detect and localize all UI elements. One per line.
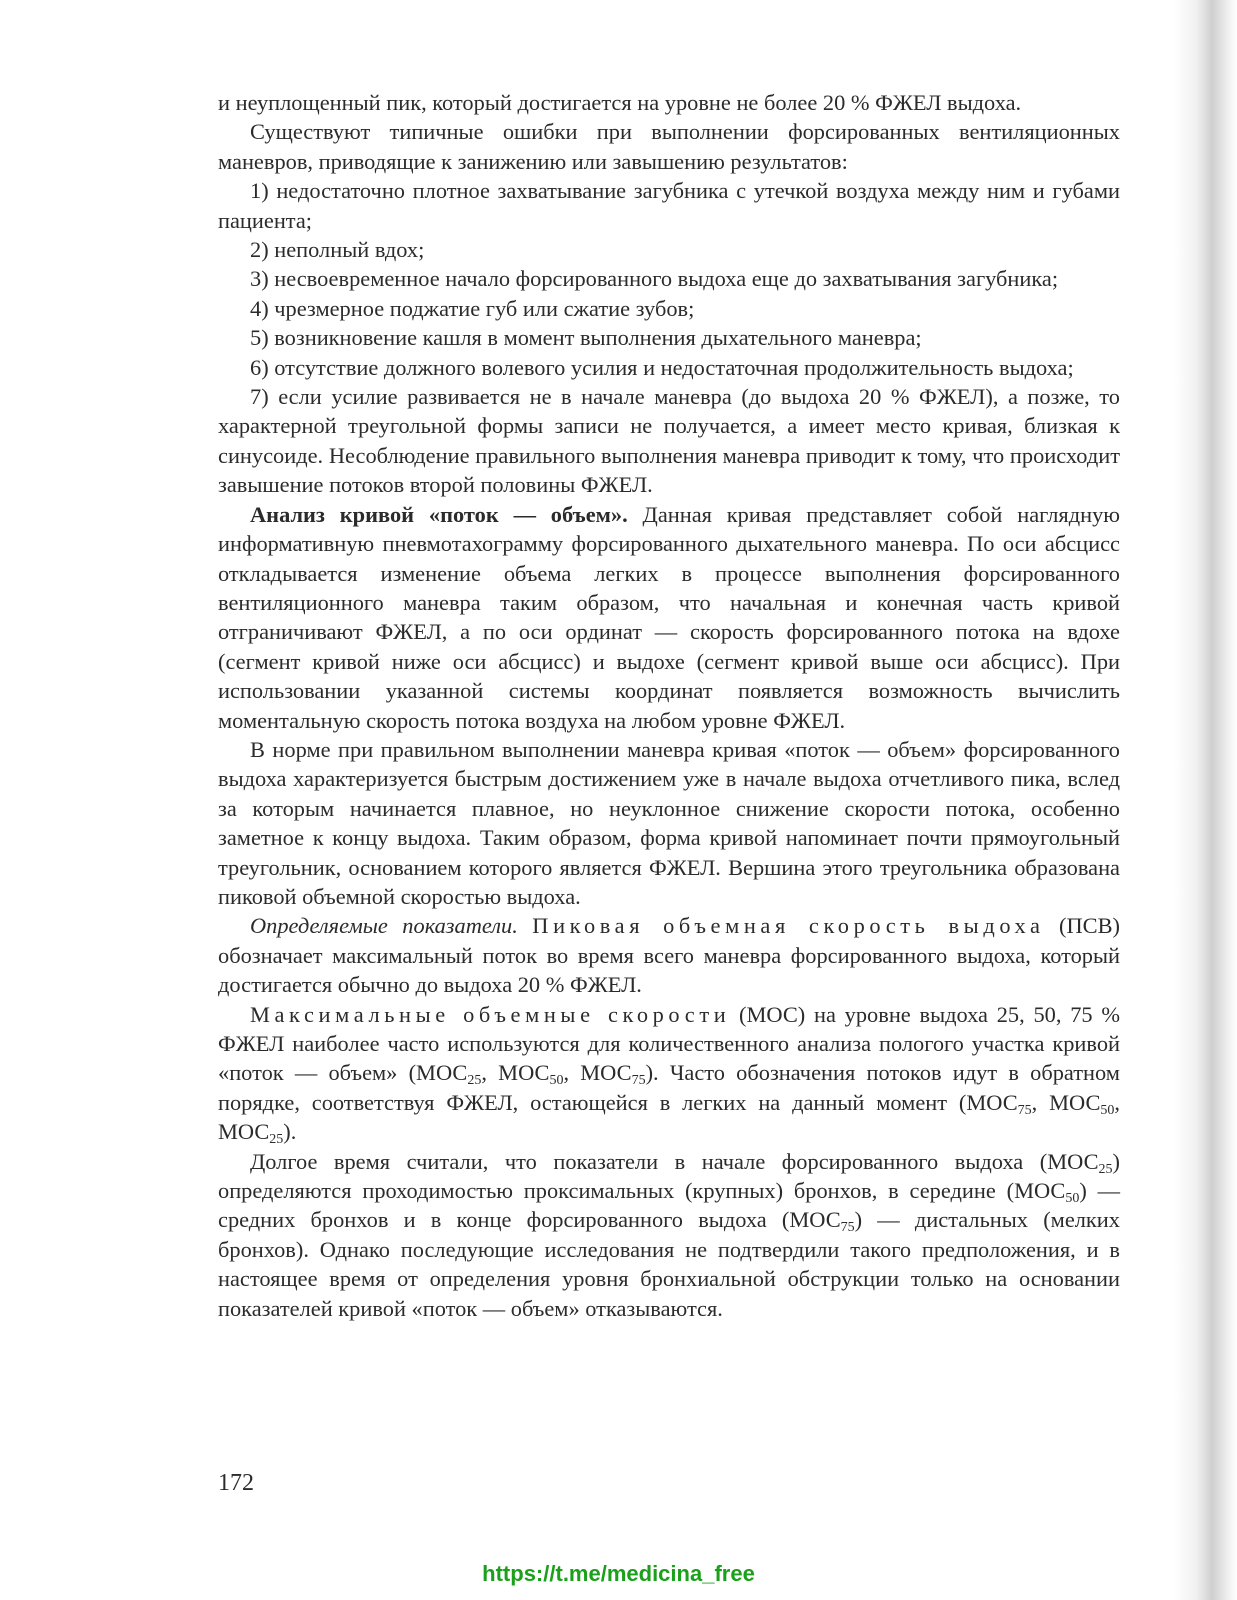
- list-item: 3) несвоевременное начало форсированного выдоха еще до захватывания загубника;: [250, 266, 1059, 292]
- paragraph-text: Данная кривая представляет собой наглядную информативную пневмотахограмму форсированного дыхательного маневра. По оси абсцисс откладывается изменение объема легких в процессе выполнения форсированного вентиляционного маневра таким образом, что начальная и конечная часть кривой отграничивают ФЖЕЛ, а по оси ординат — скорость форсированного потока на вдохе (сегмент кривой ниже оси абсцисс) и выдохе (сегмент кривой выше оси абсцисс). При использовании указанной системы координат появляется возможность вычислить моментальную скорость потока воздуха на любом уровне ФЖЕЛ.: [218, 501, 1120, 733]
- paragraph-text: ) определяются проходимостью проксимальных (крупных) бронхов, в середине (: [218, 1148, 1120, 1204]
- term-mos: Максимальные объемные скорости: [250, 1001, 731, 1027]
- abbr: МОС: [1047, 1148, 1099, 1174]
- abbr: МОС: [218, 1119, 270, 1145]
- abbr: МОС: [1049, 1089, 1101, 1115]
- abbr: МОС: [1014, 1178, 1066, 1204]
- paragraph-long: [218, 1147, 1120, 1323]
- abbr: МОС: [789, 1207, 841, 1233]
- section-heading: Анализ кривой «поток — объем».: [250, 501, 628, 527]
- paragraph: Существуют типичные ошибки при выполнении форсированных вентиляционных маневров, приводящие к занижению или завышению результатов:: [218, 119, 1120, 174]
- separator: ,: [563, 1060, 581, 1086]
- separator: ,: [481, 1060, 499, 1086]
- page-edge-shadow: [1175, 0, 1237, 1600]
- paragraph: В норме при правильном выполнении маневра кривая «поток — объем» форсированного выдоха характеризуется быстрым достижением уже в начале выдоха отчетливого пика, вслед за которым начинается плавное, но неуклонное снижение скорости потока, особенно заметное к концу выдоха. Таким образом, форма кривой напоминает почти прямоугольный треугольник, основанием которого является ФЖЕЛ. Вершина этого треугольника образована пиковой объемной скоростью выдоха.: [218, 736, 1120, 909]
- page-number: 172: [218, 1470, 254, 1496]
- abbr: МОС: [416, 1060, 468, 1086]
- paragraph-text: ) — дистальных (мелких бронхов). Однако последующие исследования не подтвердили такого предположения, и в настоящее время от определения уровня бронхиальной обструкции только на основании показателей кривой «поток — объем» отказываются.: [218, 1207, 1120, 1321]
- paragraph-analysis: [218, 500, 1120, 735]
- paragraph-text: ) — средних бронхов и в конце форсированного выдоха (: [218, 1178, 1121, 1233]
- paragraph-text: ).: [283, 1119, 297, 1145]
- paragraph-indicators: [218, 911, 1120, 999]
- abbr: МОС: [966, 1089, 1018, 1115]
- paragraph: и неуплощенный пик, который достигается на уровне не более 20 % ФЖЕЛ выдоха.: [218, 90, 1022, 115]
- subscript: 75: [1017, 1102, 1032, 1118]
- abbr: МОС: [498, 1060, 550, 1086]
- paragraph-text: Долгое время считали, что показатели в начале форсированного выдоха (: [250, 1148, 1048, 1174]
- list-item: 7) если усилие развивается не в начале маневра (до выдоха 20 % ФЖЕЛ), а позже, то характерной треугольной формы записи не получается, а имеет место кривая, близкая к синусоиде. Несоблюдение правильного выполнения маневра приводит к тому, что происходит завышение потоков второй половины ФЖЕЛ.: [218, 384, 1120, 498]
- list-item: 6) отсутствие должного волевого усилия и недостаточная продолжительность выдоха;: [250, 354, 1074, 380]
- list-item: 1) недостаточно плотное захватывание загубника с утечкой воздуха между ним и губами пациента;: [218, 178, 1120, 233]
- subscript: 25: [467, 1073, 482, 1089]
- paragraph-text: ). Часто обозначения потоков идут в обратном порядке, соответствуя ФЖЕЛ, остающейся в легких на данный момент (: [218, 1060, 1120, 1115]
- subscript: 75: [631, 1073, 646, 1089]
- subscript: 50: [549, 1073, 564, 1089]
- paragraph-text: (МОС) на уровне выдоха 25, 50, 75 % ФЖЕЛ наиболее часто используются для количественного анализа пологого участка кривой «поток — объем» (: [218, 1001, 1120, 1086]
- footer-link[interactable]: https://t.me/medicina_free: [482, 1561, 755, 1586]
- subscript: 25: [269, 1132, 284, 1148]
- subscript: 50: [1100, 1102, 1115, 1118]
- subscript: 75: [840, 1220, 855, 1236]
- separator: ,: [1031, 1089, 1050, 1115]
- paragraph-mos: [218, 1000, 1120, 1147]
- term-psv: Пиковая объемная скорость выдоха: [532, 913, 1045, 939]
- page-body: [218, 88, 1120, 1323]
- paragraph-text: (ПСВ) обозначает максимальный поток во время всего маневра форсированного выдоха, который достигается обычно до выдоха 20 % ФЖЕЛ.: [218, 913, 1120, 998]
- list-item: 5) возникновение кашля в момент выполнения дыхательного маневра;: [250, 325, 922, 351]
- list-item: 2) неполный вдох;: [250, 237, 425, 263]
- subscript: 50: [1065, 1191, 1080, 1207]
- separator: ,: [1114, 1089, 1120, 1115]
- abbr: МОС: [580, 1060, 632, 1086]
- section-heading: Определяемые показатели.: [250, 913, 518, 939]
- list-item: 4) чрезмерное поджатие губ или сжатие зубов;: [250, 295, 695, 321]
- subscript: 25: [1098, 1161, 1113, 1177]
